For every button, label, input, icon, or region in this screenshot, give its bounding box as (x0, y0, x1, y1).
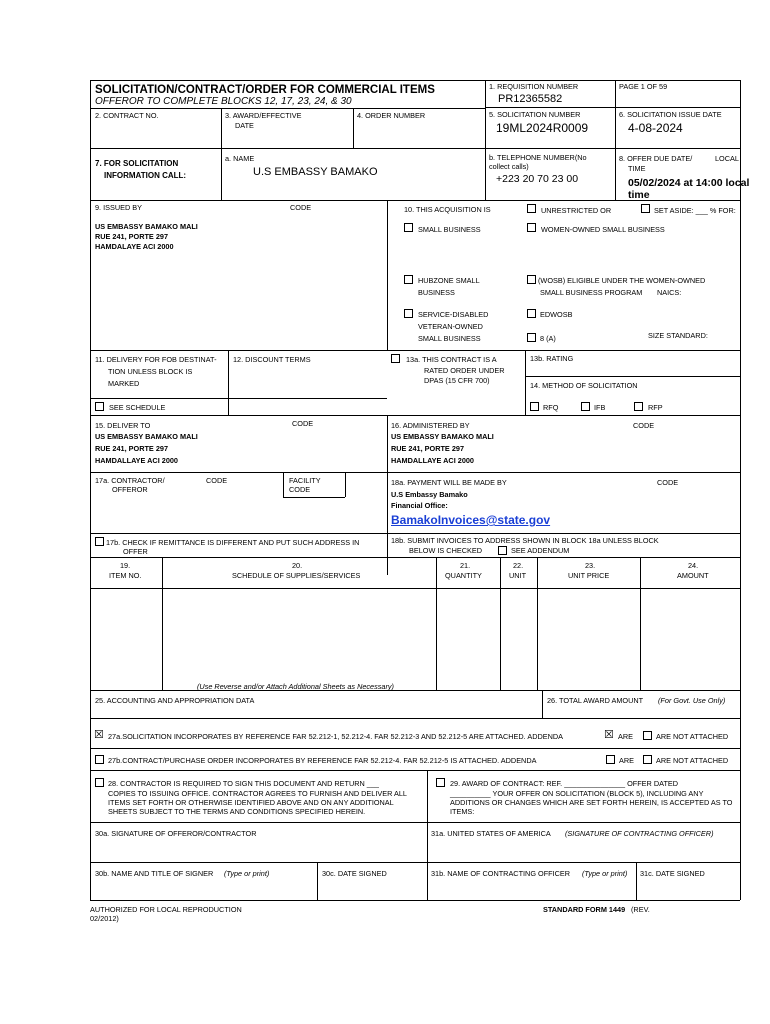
footer-date: 02/2012) (90, 914, 119, 923)
issued-code-label: CODE (290, 203, 312, 212)
invoice-email-link[interactable]: BamakoInvoices@state.gov (391, 513, 551, 527)
29-line-1: 29. AWARD OF CONTRACT: REF. _______________ OFFER DATED (450, 779, 679, 788)
deliver-line-2: RUE 241, PORTE 297 (95, 444, 169, 453)
info-call-label: 7. FOR SOLICITATION (95, 159, 179, 168)
col-quantity-number: 21. (460, 561, 471, 570)
issued-by-label: 9. ISSUED BY (95, 203, 143, 212)
see-schedule-label: SEE SCHEDULE (109, 403, 166, 412)
col-unit-price-number: 23. (585, 561, 596, 570)
issue-date-label: 6. SOLICITATION ISSUE DATE (619, 110, 722, 119)
issue-date-value[interactable]: 4-08-2024 (628, 121, 683, 135)
info-call-label-2: INFORMATION CALL: (104, 171, 187, 180)
admin-line-3: HAMDALLAYE ACI 2000 (391, 456, 474, 465)
phone-label: b. TELEPHONE NUMBER(No (489, 153, 587, 162)
col-unit-number: 22. (513, 561, 524, 570)
footer-reproduction: AUTHORIZED FOR LOCAL REPRODUCTION (90, 905, 242, 914)
delivery-fob-label: 11. DELIVERY FOR FOB DESTINAT- (95, 355, 217, 364)
27b-are-checkbox[interactable] (606, 755, 615, 764)
offeror-signature-label: 30a. SIGNATURE OF OFFEROR/CONTRACTOR (95, 829, 257, 838)
contractor-code-label: CODE (206, 476, 228, 485)
27a-label: 27a.SOLICITATION INCORPORATES BY REFERENCE FAR 52.212-1, 52.212-4. FAR 52.212-3 AND 52.212-5 ARE ATTACHED. ADDENDA (108, 732, 564, 741)
form-subtitle: OFFEROR TO COMPLETE BLOCKS 12, 17, 23, 24, & 30 (95, 96, 352, 107)
rated-order-label: 13a. THIS CONTRACT IS A (406, 355, 497, 364)
rating-label: 13b. RATING (530, 354, 574, 363)
usa-signature-label: 31a. UNITED STATES OF AMERICA (431, 829, 551, 838)
27b-are-not-label: ARE NOT ATTACHED (656, 756, 729, 765)
small-business-checkbox[interactable] (404, 223, 413, 232)
delivery-fob-label-2: TION UNLESS BLOCK IS (108, 367, 193, 376)
27a-are-label: ARE (618, 732, 634, 741)
footer-rev: (REV. (631, 905, 650, 914)
total-award-note: (For Govt. Use Only) (658, 696, 726, 705)
facility-label-2: CODE (289, 485, 311, 494)
payment-code-label: CODE (657, 478, 679, 487)
award-date-label-2: DATE (235, 121, 254, 130)
col-schedule-label: SCHEDULE OF SUPPLIES/SERVICES (232, 571, 361, 580)
due-date-value-2: time (628, 189, 650, 201)
submit-invoices-label: 18b. SUBMIT INVOICES TO ADDRESS SHOWN IN BLOCK 18a UNLESS BLOCK (391, 536, 659, 545)
requisition-value[interactable]: PR12365582 (498, 93, 563, 105)
28-line-2: COPIES TO ISSUING OFFICE. CONTRACTOR AGREES TO FURNISH AND DELIVER ALL (108, 789, 407, 798)
women-owned-checkbox[interactable] (527, 223, 536, 232)
method-label: 14. METHOD OF SOLICITATION (530, 381, 638, 390)
administered-label: 16. ADMINISTERED BY (391, 421, 470, 430)
phone-label-2: collect calls) (489, 162, 529, 171)
officer-name-note: (Type or print) (582, 869, 628, 878)
wosb-label-2: SMALL BUSINESS PROGRAM (540, 288, 643, 297)
ifb-checkbox[interactable] (581, 402, 590, 411)
name-value[interactable]: U.S EMBASSY BAMAKO (253, 166, 378, 178)
rfq-label: RFQ (543, 403, 559, 412)
col-unit-price-label: UNIT PRICE (568, 571, 610, 580)
col-amount-label: AMOUNT (677, 571, 709, 580)
set-aside-label: SET ASIDE: ___ % FOR: (654, 206, 736, 215)
wosb-label: (WOSB) ELIGIBLE UNDER THE WOMEN-OWNED (538, 276, 706, 285)
discount-terms-label: 12. DISCOUNT TERMS (233, 355, 311, 364)
col-item-number: 19. (120, 561, 131, 570)
8a-checkbox[interactable] (527, 333, 536, 342)
see-addendum-checkbox[interactable] (498, 546, 507, 555)
deliver-code-label: CODE (292, 419, 314, 428)
28-checkbox[interactable] (95, 778, 104, 787)
delivery-fob-label-3: MARKED (108, 379, 140, 388)
contract-no-label: 2. CONTRACT NO. (95, 111, 159, 120)
due-date-value[interactable]: 05/02/2024 at 14:00 local (628, 177, 750, 189)
admin-line-2: RUE 241, PORTE 297 (391, 444, 465, 453)
officer-name-label: 31b. NAME OF CONTRACTING OFFICER (431, 869, 571, 878)
27a-are-not-checkbox[interactable] (643, 731, 652, 740)
hubzone-checkbox[interactable] (404, 275, 413, 284)
27a-checkbox-checked[interactable]: ☒ (94, 729, 104, 741)
officer-date-label: 31c. DATE SIGNED (640, 869, 705, 878)
29-line-3: ADDITIONS OR CHANGES WHICH ARE SET FORTH HEREIN, IS ACCEPTED AS TO (450, 798, 733, 807)
payment-line-1: U.S Embassy Bamako (391, 490, 468, 499)
admin-code-label: CODE (633, 421, 655, 430)
ifb-label: IFB (594, 403, 606, 412)
27a-are-not-label: ARE NOT ATTACHED (656, 732, 729, 741)
women-owned-label: WOMEN-OWNED SMALL BUSINESS (541, 225, 665, 234)
solicitation-number-label: 5. SOLICITATION NUMBER (489, 110, 581, 119)
admin-line-1: US EMBASSY BAMAKO MALI (391, 432, 494, 441)
acquisition-label: 10. THIS ACQUISITION IS (404, 205, 491, 214)
remittance-checkbox[interactable] (95, 537, 104, 546)
additional-sheets-note: (Use Reverse and/or Attach Additional Sheets as Necessary) (197, 682, 394, 691)
total-award-label: 26. TOTAL AWARD AMOUNT (547, 696, 644, 705)
service-disabled-label: SERVICE-DISABLED (418, 310, 489, 319)
issued-line-2: RUE 241, PORTE 297 (95, 232, 169, 241)
deliver-line-1: US EMBASSY BAMAKO MALI (95, 432, 198, 441)
service-disabled-label-2: VETERAN-OWNED (418, 322, 483, 331)
see-addendum-label: SEE ADDENDUM (511, 546, 570, 555)
page-number: PAGE 1 OF 59 (619, 82, 668, 91)
signer-name-label: 30b. NAME AND TITLE OF SIGNER (95, 869, 214, 878)
due-date-label: 8. OFFER DUE DATE/ (619, 154, 693, 163)
col-quantity-label: QUANTITY (445, 571, 482, 580)
hubzone-label-2: BUSINESS (418, 288, 455, 297)
submit-invoices-label-2: BELOW IS CHECKED (409, 546, 482, 555)
accounting-label: 25. ACCOUNTING AND APPROPRIATION DATA (95, 696, 255, 705)
issued-line-1: US EMBASSY BAMAKO MALI (95, 222, 198, 231)
facility-label: FACILITY (289, 476, 321, 485)
col-schedule-number: 20. (292, 561, 303, 570)
order-number-label: 4. ORDER NUMBER (357, 111, 426, 120)
due-local-label: LOCAL (715, 154, 739, 163)
28-line-1: 28. CONTRACTOR IS REQUIRED TO SIGN THIS DOCUMENT AND RETURN ___ (108, 779, 379, 788)
29-checkbox[interactable] (436, 778, 445, 787)
unrestricted-label: UNRESTRICTED OR (541, 206, 612, 215)
rated-order-checkbox[interactable] (391, 354, 400, 363)
edwosb-checkbox[interactable] (527, 309, 536, 318)
naics-label: NAICS: (657, 288, 682, 297)
requisition-label: 1. REQUISITION NUMBER (489, 82, 579, 91)
see-schedule-checkbox[interactable] (95, 402, 104, 411)
col-amount-number: 24. (688, 561, 699, 570)
deliver-to-label: 15. DELIVER TO (95, 421, 151, 430)
27a-are-checkbox-checked[interactable]: ☒ (604, 729, 614, 741)
27b-checkbox[interactable] (95, 755, 104, 764)
payment-label: 18a. PAYMENT WILL BE MADE BY (391, 478, 507, 487)
solicitation-number-value[interactable]: 19ML2024R0009 (496, 121, 589, 135)
27b-are-not-checkbox[interactable] (643, 755, 652, 764)
service-disabled-checkbox[interactable] (404, 309, 413, 318)
deliver-line-3: HAMDALLAYE ACI 2000 (95, 456, 178, 465)
form-title: SOLICITATION/CONTRACT/ORDER FOR COMMERCIAL ITEMS (95, 84, 435, 96)
hubzone-label: HUBZONE SMALL (418, 276, 480, 285)
signer-name-note: (Type or print) (224, 869, 270, 878)
27b-are-label: ARE (619, 756, 635, 765)
edwosb-label: EDWOSB (540, 310, 573, 319)
rfp-checkbox[interactable] (634, 402, 643, 411)
29-line-2: __________ YOUR OFFER ON SOLICITATION (BLOCK 5), INCLUDING ANY (450, 789, 704, 798)
usa-signature-note: (SIGNATURE OF CONTRACTING OFFICER) (565, 829, 714, 838)
due-time-label: TIME (628, 164, 646, 173)
contractor-label-2: OFFEROR (112, 485, 148, 494)
col-item-label: ITEM NO. (109, 571, 142, 580)
unrestricted-checkbox[interactable] (527, 204, 536, 213)
award-date-label: 3. AWARD/EFFECTIVE (225, 111, 302, 120)
offeror-date-label: 30c. DATE SIGNED (322, 869, 387, 878)
size-standard-label: SIZE STANDARD: (648, 331, 708, 340)
small-business-label: SMALL BUSINESS (418, 225, 481, 234)
service-disabled-label-3: SMALL BUSINESS (418, 334, 481, 343)
payment-line-2: Financial Office: (391, 501, 448, 510)
remittance-label-2: OFFER (123, 547, 148, 556)
29-line-4: ITEMS: (450, 807, 475, 816)
name-label: a. NAME (225, 154, 255, 163)
rated-order-label-3: DPAS (15 CFR 700) (424, 376, 490, 385)
footer-form-name: STANDARD FORM 1449 (543, 905, 626, 914)
rfq-checkbox[interactable] (530, 402, 539, 411)
8a-label: 8 (A) (540, 334, 556, 343)
27b-label: 27b.CONTRACT/PURCHASE ORDER INCORPORATES BY REFERENCE FAR 52.212-4. FAR 52.212-5 IS ATTACHED. ADDENDA (108, 756, 537, 765)
phone-value[interactable]: +223 20 70 23 00 (496, 173, 579, 185)
set-aside-checkbox[interactable] (641, 204, 650, 213)
28-line-3: ITEMS SET FORTH OR OTHERWISE IDENTIFIED ABOVE AND ON ANY ADDITIONAL (108, 798, 394, 807)
col-unit-label: UNIT (509, 571, 527, 580)
wosb-checkbox[interactable] (527, 275, 536, 284)
28-line-4: SHEETS SUBJECT TO THE TERMS AND CONDITIONS SPECIFIED HEREIN. (108, 807, 366, 816)
rfp-label: RFP (648, 403, 663, 412)
rated-order-label-2: RATED ORDER UNDER (424, 366, 505, 375)
remittance-label: 17b. CHECK IF REMITTANCE IS DIFFERENT AND PUT SUCH ADDRESS IN (106, 538, 360, 547)
issued-line-3: HAMDALAYE ACI 2000 (95, 242, 174, 251)
contractor-label: 17a. CONTRACTOR/ (95, 476, 165, 485)
